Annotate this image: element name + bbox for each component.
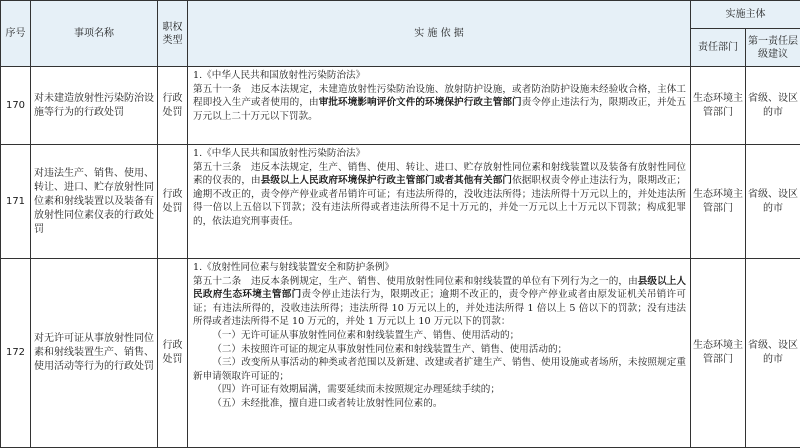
header-item-name: 事项名称 xyxy=(31,1,158,67)
article-clause: （二）未按照许可证的规定从事放射性同位素和射线装置生产、销售、使用活动的； xyxy=(193,343,686,357)
article-authority-bold: 县级以上人民政府生态环境主管部门 xyxy=(193,276,686,301)
header-seq: 序号 xyxy=(1,1,31,67)
article-text-after: 责令停止违法行为，限期改正；逾期不改正的，责令停产停业或者由原发证机关吊销许可证；有违法所得的，没收违法所得；违法所得 10 万元以上的，并处违法所得 1 倍以上 5 倍以下的罚款；没有违法所得或者违法所得不足 10 万元的，并处 1 万元以上 10 万元以下的罚款： xyxy=(193,289,686,327)
row-basis xyxy=(188,259,691,448)
row-basis xyxy=(188,145,691,259)
row-dept: 生态环境主管部门 xyxy=(691,145,746,259)
article-clause: （一）无许可证从事放射性同位素和射线装置生产、销售、使用活动的； xyxy=(193,329,686,343)
row-seq: 172 xyxy=(1,259,31,448)
article-text: 第五十三条 违反本法规定，生产、销售、使用、转让、进口、贮存放射性同位素和射线装置以及装备有放射性同位素的仪表的，由 xyxy=(193,162,686,187)
row-authority-type: 行政处罚 xyxy=(158,259,188,448)
row-basis xyxy=(188,67,691,145)
article-clause: （三）改变所从事活动的种类或者范围以及新建、改建或者扩建生产、销售、使用设施或者场所，未按照规定重新申请领取许可证的； xyxy=(193,356,686,383)
table-row xyxy=(1,145,800,259)
law-title: 1.《中华人民共和国放射性污染防治法》 xyxy=(193,147,686,161)
row-item-name: 对无许可证从事放射性同位素和射线装置生产、销售、使用活动等行为的行政处罚 xyxy=(31,259,158,448)
row-authority-type: 行政处罚 xyxy=(158,67,188,145)
row-seq: 171 xyxy=(1,145,31,259)
header-subject: 实施主体 xyxy=(691,1,800,29)
header-authority-type: 职权类型 xyxy=(158,1,188,67)
table-row xyxy=(1,67,800,145)
article-authority-bold: 审批环境影响评价文件的环境保护行政主管部门 xyxy=(319,97,522,108)
row-level: 省级、设区的市 xyxy=(746,145,800,259)
law-title: 1.《中华人民共和国放射性污染防治法》 xyxy=(193,69,686,83)
header-level: 第一责任层级建议 xyxy=(746,29,800,67)
law-title: 1.《放射性同位素与射线装置安全和防护条例》 xyxy=(193,261,686,275)
article-clause: （四）许可证有效期届满，需要延续而未按照规定办理延续手续的； xyxy=(193,383,686,397)
article-text-after: 依据职权责令停止违法行为，限期改正；逾期不改正的，责令停产停业或者吊销许可证；有违法所得的，没收违法所得；违法所得十万元以上的，并处违法所得一倍以上五倍以下罚款；没有违法所得或者违法所得不足十万元的，并处一万元以上十万元以下罚款；构成犯罪的，依法追究刑事责任。 xyxy=(193,175,686,227)
row-seq: 170 xyxy=(1,67,31,145)
article-clause: （五）未经批准，擅自进口或者转让放射性同位素的。 xyxy=(193,397,686,411)
article-authority-bold: 县级以上人民政府环境保护行政主管部门或者其他有关部门 xyxy=(261,175,512,186)
row-authority-type: 行政处罚 xyxy=(158,145,188,259)
article-text-after: 责令停止违法行为，限期改正，并处五万元以上二十万元以下罚款。 xyxy=(193,97,686,122)
row-dept: 生态环境主管部门 xyxy=(691,67,746,145)
row-level: 省级、设区的市 xyxy=(746,67,800,145)
article-text: 第五十一条 违反本法规定，未建造放射性污染防治设施、放射防护设施，或者防治防护设施未经验收合格，主体工程即投入生产或者使用的，由 xyxy=(193,84,686,109)
row-item-name: 对违法生产、销售、使用、转让、进口、贮存放射性同位素和射线装置以及装备有放射性同位素仪表的行政处罚 xyxy=(31,145,158,259)
row-item-name: 对未建造放射性污染防治设施等行为的行政处罚 xyxy=(31,67,158,145)
row-dept: 生态环境主管部门 xyxy=(691,259,746,448)
table-row xyxy=(1,259,800,448)
row-level: 省级、设区的市 xyxy=(746,259,800,448)
header-basis: 实 施 依 据 xyxy=(188,1,691,67)
header-dept: 责任部门 xyxy=(691,29,746,67)
article-text: 第五十二条 违反本条例规定，生产、销售、使用放射性同位素和射线装置的单位有下列行为之一的，由 xyxy=(193,276,638,287)
